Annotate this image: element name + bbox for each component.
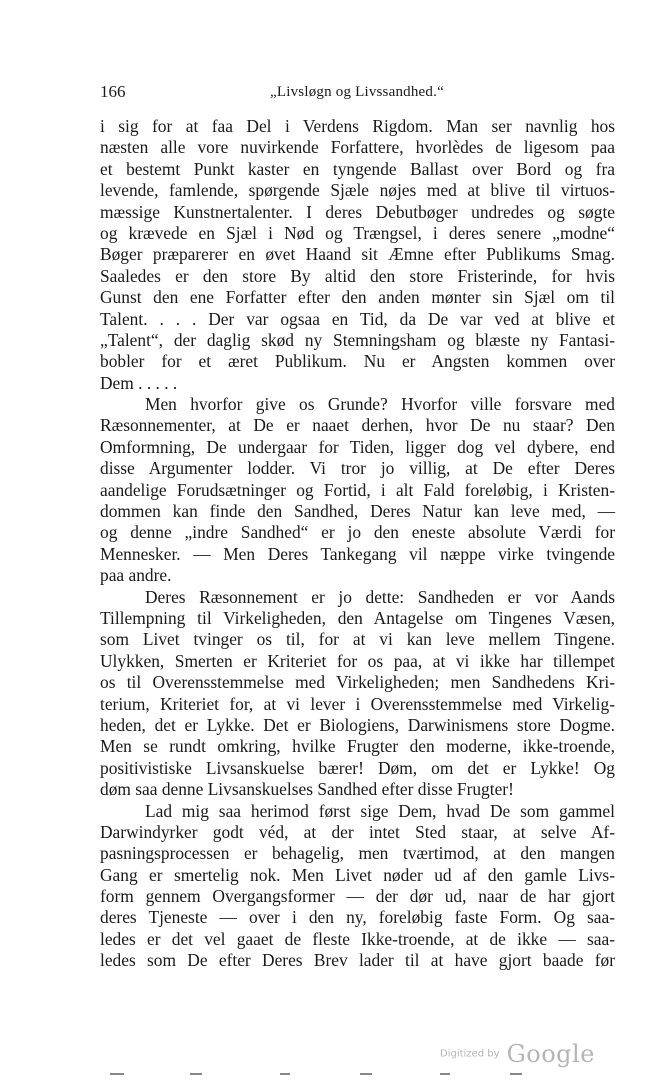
text-line: i sig for at faa Del i Verdens Rigdom. Man ser navnlig hos (100, 116, 615, 136)
body-text (100, 116, 615, 972)
text-line: „Talent“, der daglig skød ny Stemningsham og blæste ny Fantasi- (100, 329, 615, 350)
text-line: Tillempning til Virkeligheden, den Antagelse om Tingenes Væsen, (100, 607, 615, 628)
text-line: Gunst den ene Forfatter efter den anden mønter sin Sjæl om til (100, 287, 615, 308)
text-line: deres Tjeneste — over i den ny, foreløbig faste Form. Og saa- (100, 907, 615, 928)
watermark-prefix: Digitized by (440, 1048, 500, 1060)
scan-edge-marks (110, 1073, 590, 1077)
text-line: og denne „indre Sandhed“ er jo den eneste absolute Værdi for (100, 522, 615, 543)
text-line: et bestemt Punkt kaster en tyngende Ballast over Bord og fra (100, 158, 615, 179)
text-line: bobler for et æret Publikum. Nu er Angsten kommen over (100, 351, 615, 372)
scan-mark (190, 1073, 202, 1075)
text-line: døm saa denne Livsanskuelses Sandhed efter disse Frugter! (100, 779, 514, 800)
scan-mark (110, 1073, 124, 1075)
page-number: 166 (100, 82, 126, 101)
text-line: Men se rundt omkring, hvilke Frugter den moderne, ikke-troende, (100, 736, 615, 757)
text-line: dommen kan finde den Sandhed, Deres Natur kan leve med, — (100, 501, 615, 522)
text-line: Bøger præparerer en øvet Haand sit Æmne efter Publikums Smag. (100, 244, 615, 265)
scan-mark (360, 1073, 372, 1075)
scan-mark (510, 1073, 522, 1075)
text-line: form gennem Overgangsformer — der dør ud, naar de har gjort (100, 886, 615, 907)
running-head: „Livsløgn og Livssandhed.“ (270, 84, 444, 100)
scan-mark (280, 1073, 290, 1075)
text-line: Saaledes er den store By altid den store Fristerinde, for hvis (100, 265, 615, 286)
text-line: Omformning, De undergaar for Tiden, ligger dog vel dybere, end (100, 436, 615, 457)
text-line: os til Overensstemmelse med Virkeligheden; men Sandhedens Kri- (100, 672, 615, 693)
google-watermark (440, 1040, 595, 1068)
text-line: Mennesker. — Men Deres Tankegang vil næppe virke tvingende (100, 543, 615, 564)
text-line: næsten alle vore nuvirkende Forfattere, hvorlèdes de ligesom paa (100, 137, 615, 158)
text-line: pasningsprocessen er behagelig, men tværtimod, at den mangen (100, 843, 615, 864)
text-line: Ræsonnementer, at De er naaet derhen, hvor De nu staar? Den (100, 415, 615, 436)
text-line: positivistiske Livsanskuelse bærer! Døm, om det er Lykke! Og (100, 757, 615, 778)
text-line: aandelige Forudsætninger og Fortid, i alt Fald foreløbig, i Kristen- (100, 479, 615, 500)
text-line: disse Argumenter lodder. Vi tror jo villig, at De efter Deres (100, 458, 615, 479)
text-line: levende, famlende, spørgende Sjæle nøjes med at blive til virtuos- (100, 180, 615, 201)
text-line: mæssige Kunstnertalenter. I deres Debutbøger undredes og søgte (100, 201, 615, 222)
text-line: ledes er det vel gaaet de fleste Ikke-troende, at de ikke — saa- (100, 928, 615, 949)
text-line: Lad mig saa herimod først sige Dem, hvad De som gammel (145, 800, 615, 821)
google-logo: Google (506, 1040, 595, 1068)
text-line: Ulykken, Smerten er Kriteriet for os paa, at vi ikke har tillempet (100, 650, 615, 671)
page-header (100, 80, 615, 104)
text-line: Talent. . . . Der var ogsaa en Tid, da De var ved at blive et (100, 308, 615, 329)
text-line: og krævede en Sjæl i Nød og Trængsel, i deres senere „modne“ (100, 222, 615, 243)
text-line: heden, det er Lykke. Det er Biologiens, Darwinismens store Dogme. (100, 714, 615, 735)
text-line: Dem . . . . . (100, 372, 178, 393)
text-line: paa andre. (100, 565, 172, 586)
text-line: Deres Ræsonnement er jo dette: Sandheden er vor Aands (145, 586, 615, 607)
text-line: ledes som De efter Deres Brev lader til at have gjort baade før (100, 950, 615, 971)
text-line: Men hvorfor give os Grunde? Hvorfor ville forsvare med (145, 394, 615, 415)
text-line: Gang er smertelig nok. Men Livet nøder ud af den gamle Livs- (100, 864, 615, 885)
text-line: terium, Kriteriet for, at vi lever i Overensstemmelse med Virkelig- (100, 693, 615, 714)
text-line: som Livet tvinger os til, for at vi kan leve mellem Tingene. (100, 629, 615, 650)
text-line: Darwindyrker godt véd, at der intet Sted staar, at selve Af- (100, 821, 615, 842)
scan-mark (440, 1073, 450, 1075)
